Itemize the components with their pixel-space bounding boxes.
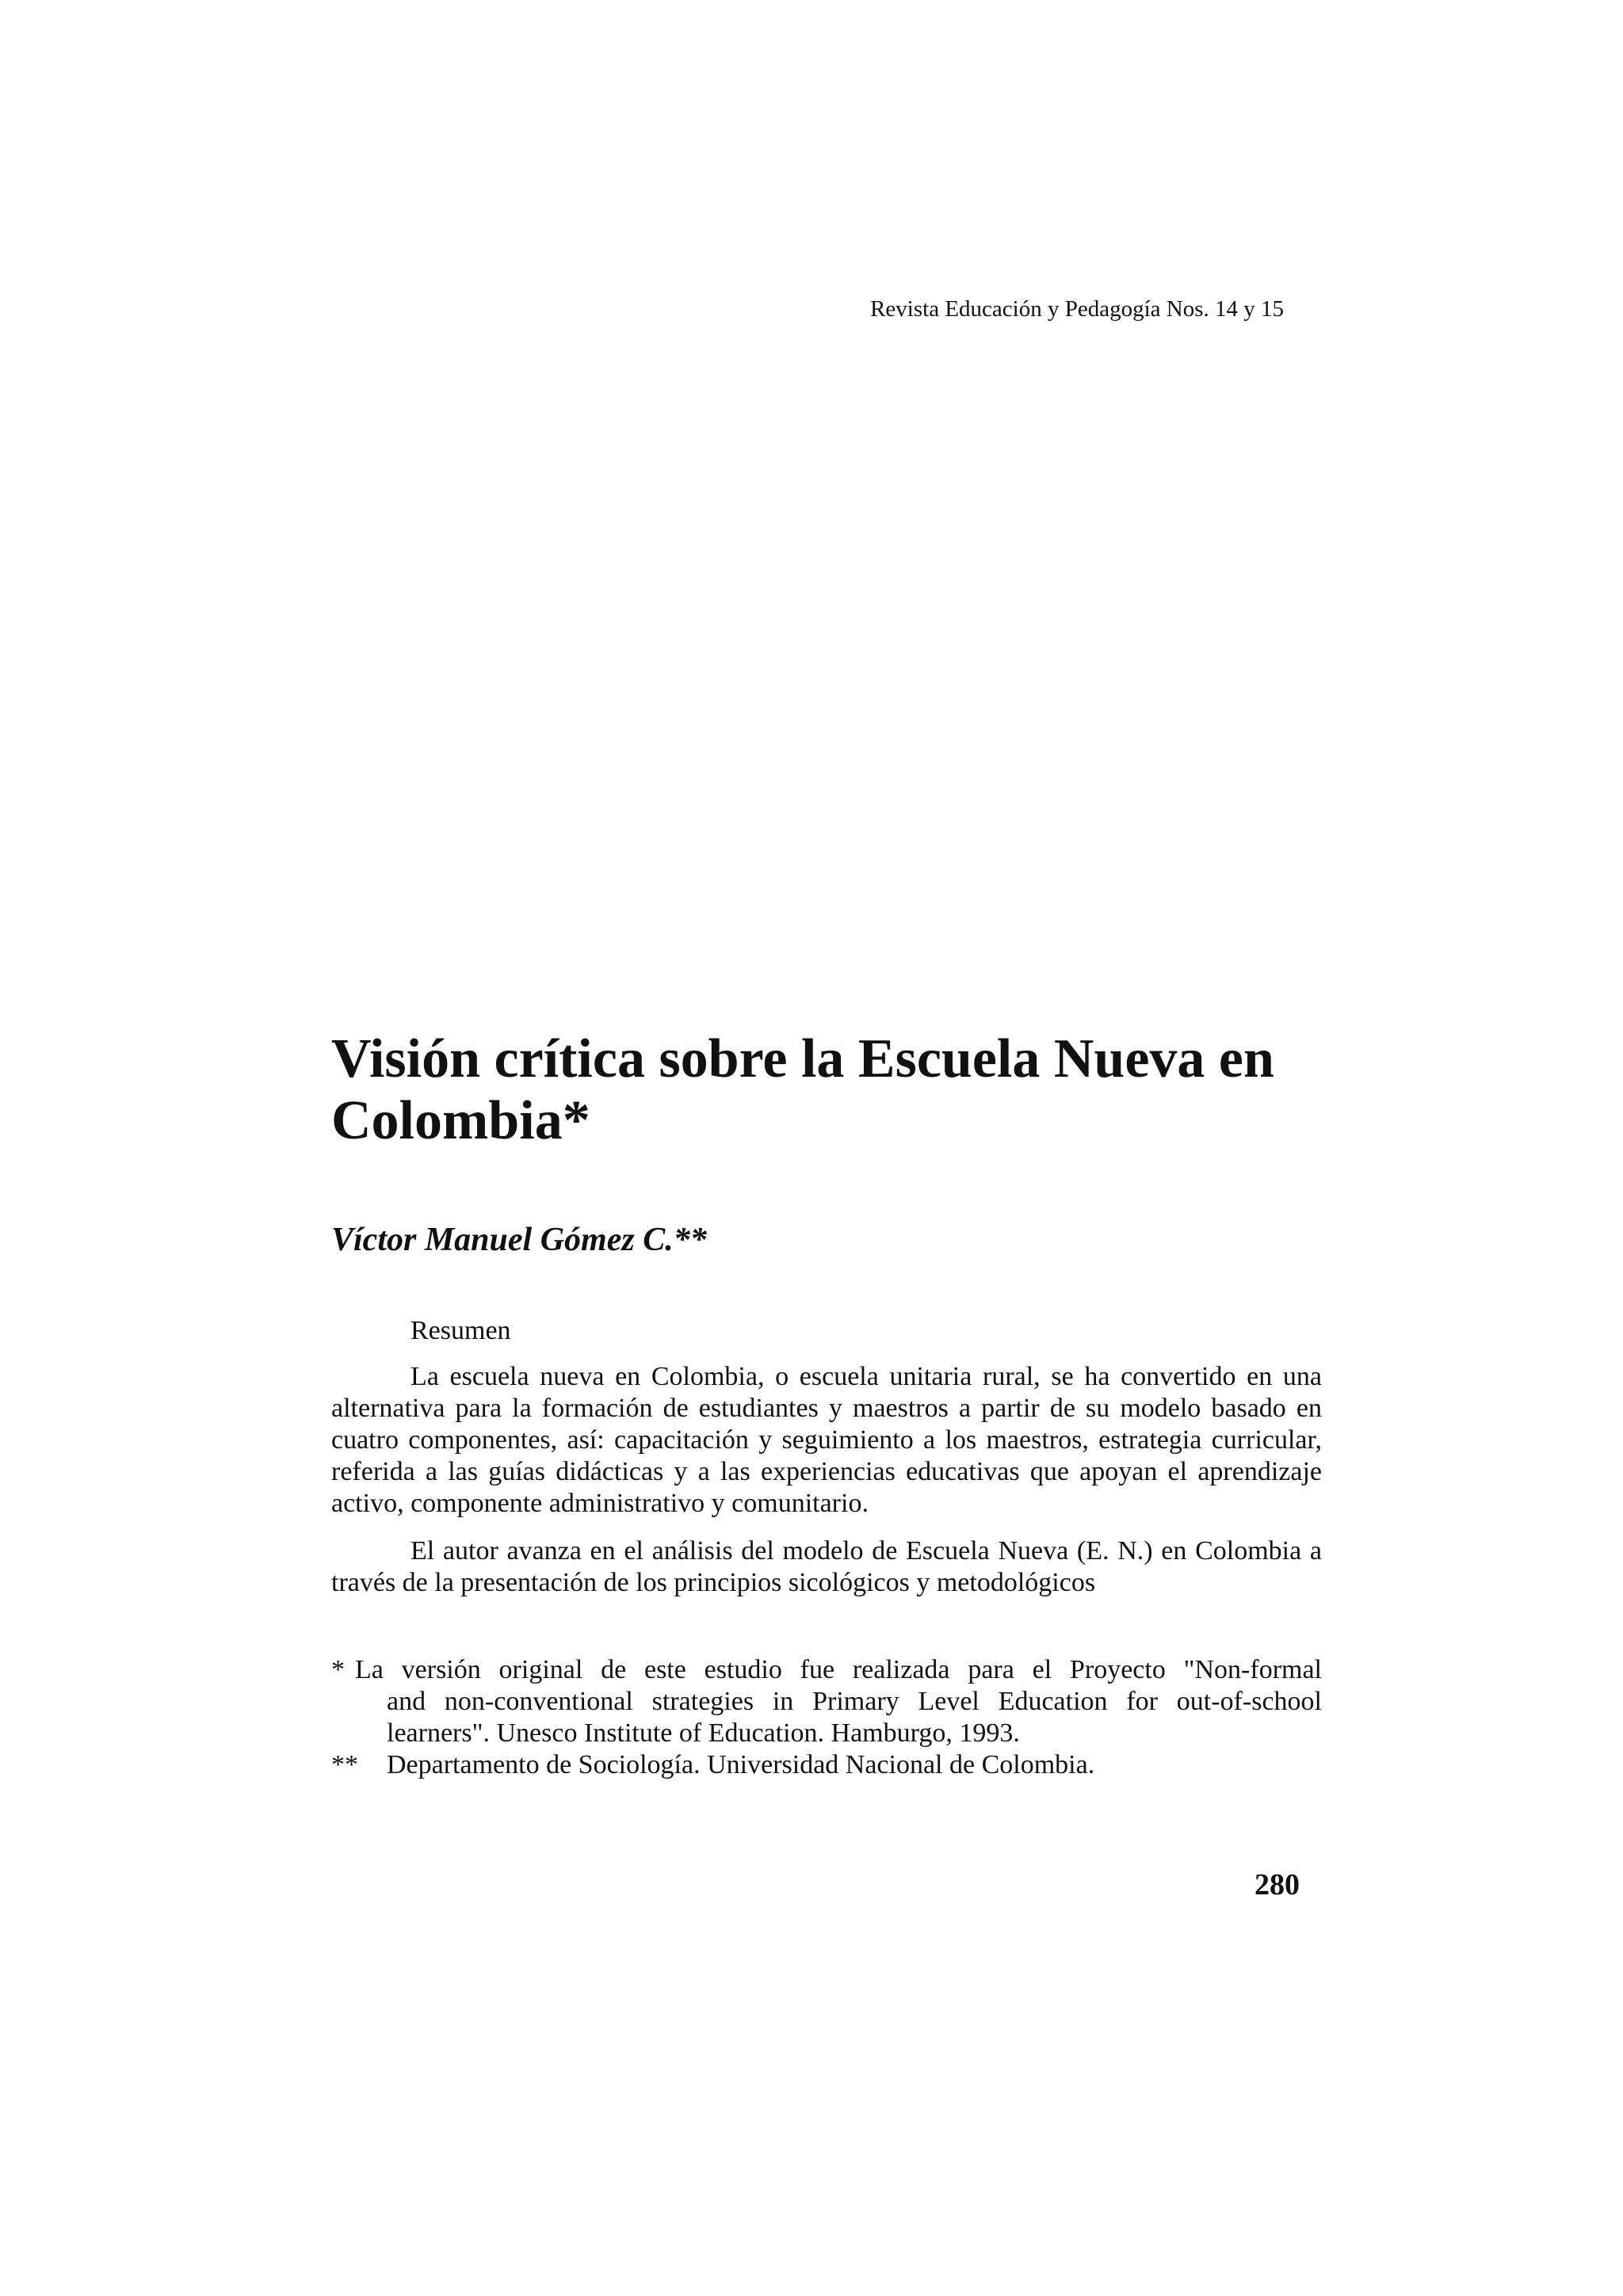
footnote-2-text: Departamento de Sociología. Universidad Nacional de Colombia. xyxy=(387,1750,1095,1779)
footnote-1-continuation-wrap xyxy=(331,1686,1322,1749)
footnote-1-continuation: and non-conventional strategies in Primary Level Education for out-of-school learners". Unesco Institute of Education. Hamburgo, 1993. xyxy=(387,1687,1322,1748)
article-title: Visión crítica sobre la Escuela Nueva en Colombia* xyxy=(331,1028,1274,1151)
footnote-2 xyxy=(331,1749,1322,1781)
abstract-paragraph-1: La escuela nueva en Colombia, o escuela unitaria rural, se ha convertido en una alternativa para la formación de estudiantes y maestros a partir de su modelo basado en cuatro componentes, así: capacitación y seguimiento a los maestros, estrategia curricular, referida a las guías didácticas y a las experiencias educativas que apoyan el aprendizaje activo, componente administrativo y comunitario. xyxy=(331,1362,1322,1518)
footnote-1 xyxy=(331,1654,1322,1686)
running-header: Revista Educación y Pedagogía Nos. 14 y 15 xyxy=(870,296,1284,322)
footnote-1-text xyxy=(355,1654,1322,1686)
footnote-1-first-line: La versión original de este estudio fue realizada para el Proyecto "Non-formal xyxy=(355,1655,1322,1684)
footnote-1-mark: * xyxy=(331,1655,345,1684)
footnote-2-mark: ** xyxy=(331,1750,358,1779)
article-title-block xyxy=(331,1028,1330,1152)
abstract-paragraph-2: El autor avanza en el análisis del modelo de Escuela Nueva (E. N.) en Colombia a través de la presentación de los principios sicológicos y metodológicos xyxy=(331,1536,1322,1597)
article-author: Víctor Manuel Gómez C.** xyxy=(331,1222,707,1258)
footnotes xyxy=(331,1654,1322,1781)
page-number: 280 xyxy=(1254,1868,1300,1901)
abstract-heading: Resumen xyxy=(411,1316,511,1345)
